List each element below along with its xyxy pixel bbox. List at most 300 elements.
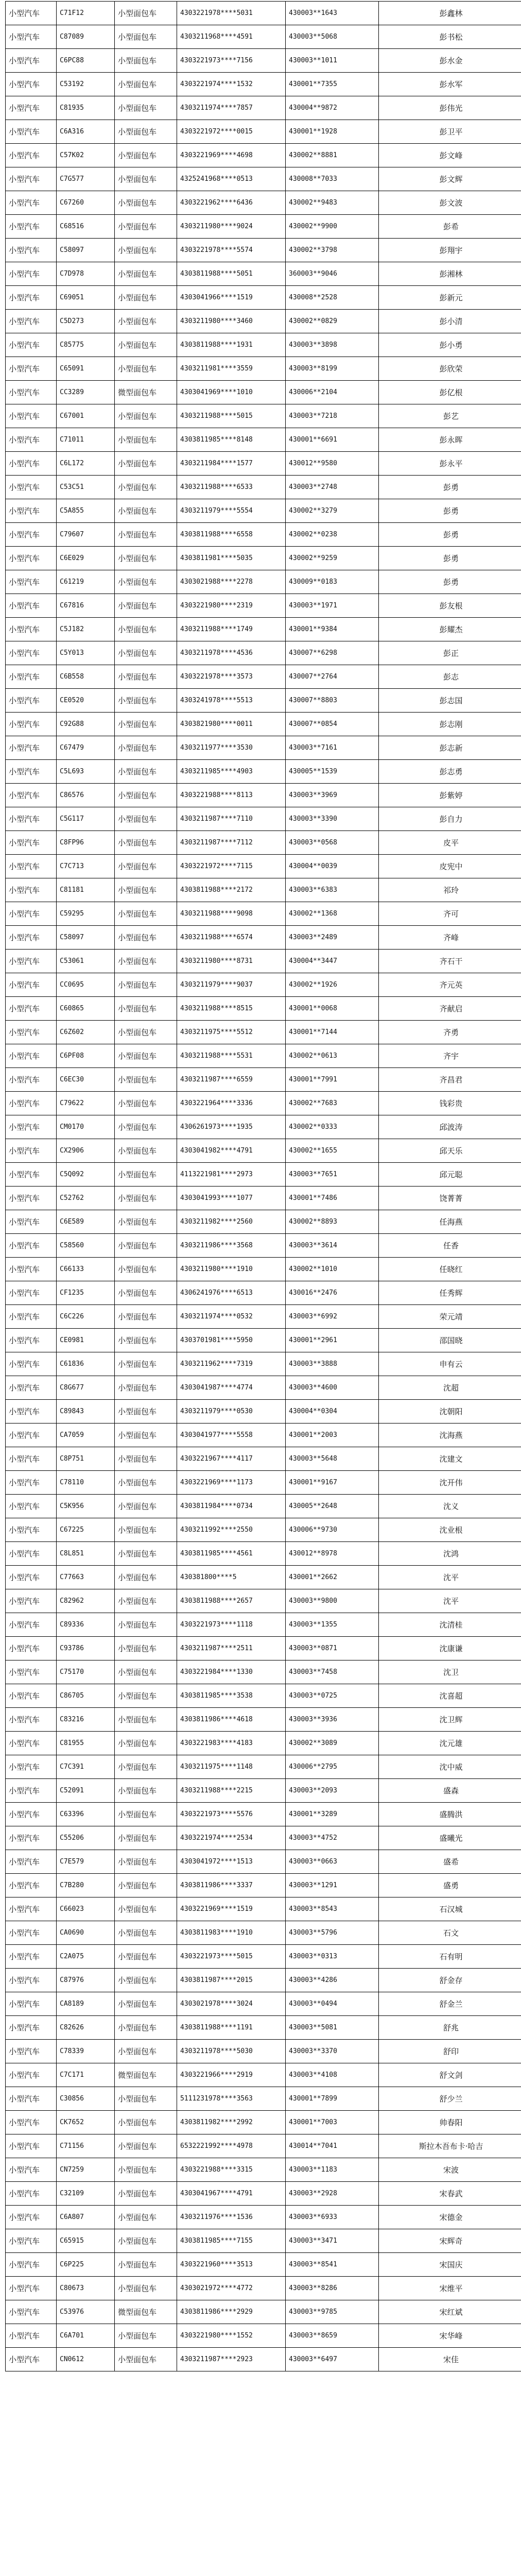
table-row bbox=[6, 831, 521, 855]
code-cell: 430001**7899 bbox=[286, 2087, 379, 2111]
owner-name-cell: 宋辉奇 bbox=[379, 2229, 521, 2253]
id-number-cell: 4303221980****1552 bbox=[177, 2324, 286, 2348]
table-row bbox=[6, 1115, 521, 1139]
owner-name-cell: 沈卫 bbox=[379, 1660, 521, 1684]
vehicle-class-cell: 小型汽车 bbox=[6, 855, 57, 878]
owner-name-cell: 石汉城 bbox=[379, 1897, 521, 1921]
id-number-cell: 4303811988****2172 bbox=[177, 878, 286, 902]
owner-name-cell: 彭小清 bbox=[379, 310, 521, 333]
id-number-cell: 4303811985****4561 bbox=[177, 1542, 286, 1566]
table-row bbox=[6, 594, 521, 618]
id-number-cell: 4303811982****2992 bbox=[177, 2111, 286, 2134]
vehicle-class-cell: 小型汽车 bbox=[6, 1992, 57, 2016]
plate-number-cell: C83216 bbox=[57, 1708, 115, 1732]
plate-number-cell: C53061 bbox=[57, 950, 115, 973]
id-number-cell: 4303811988****2657 bbox=[177, 1589, 286, 1613]
vehicle-type-cell: 小型面包车 bbox=[115, 1566, 177, 1589]
table-row bbox=[6, 1566, 521, 1589]
vehicle-class-cell: 小型汽车 bbox=[6, 1352, 57, 1376]
owner-name-cell: 彭文峰 bbox=[379, 144, 521, 167]
owner-name-cell: 任香 bbox=[379, 1234, 521, 1258]
code-cell: 430003**3969 bbox=[286, 784, 379, 807]
owner-name-cell: 沈元雄 bbox=[379, 1732, 521, 1755]
plate-number-cell: C6E589 bbox=[57, 1210, 115, 1234]
id-number-cell: 4303211988****2215 bbox=[177, 1779, 286, 1803]
vehicle-type-cell: 小型面包车 bbox=[115, 1021, 177, 1044]
vehicle-class-cell: 小型汽车 bbox=[6, 1755, 57, 1779]
vehicle-type-cell: 小型面包车 bbox=[115, 855, 177, 878]
plate-number-cell: CE0981 bbox=[57, 1329, 115, 1352]
code-cell: 430003**0568 bbox=[286, 831, 379, 855]
owner-name-cell: 彭正 bbox=[379, 641, 521, 665]
owner-name-cell: 彭文辉 bbox=[379, 167, 521, 191]
vehicle-type-cell: 小型面包车 bbox=[115, 878, 177, 902]
id-number-cell: 4303811984****0734 bbox=[177, 1495, 286, 1518]
plate-number-cell: CM0170 bbox=[57, 1115, 115, 1139]
vehicle-class-cell: 小型汽车 bbox=[6, 2087, 57, 2111]
owner-name-cell: 彭志 bbox=[379, 665, 521, 689]
vehicle-record-sheet bbox=[5, 1, 515, 2371]
vehicle-type-cell: 小型面包车 bbox=[115, 452, 177, 476]
plate-number-cell: C82962 bbox=[57, 1589, 115, 1613]
owner-name-cell: 齐勇 bbox=[379, 1021, 521, 1044]
vehicle-class-cell: 小型汽车 bbox=[6, 1376, 57, 1400]
owner-name-cell: 舒文剑 bbox=[379, 2063, 521, 2087]
table-row bbox=[6, 2206, 521, 2229]
table-row bbox=[6, 333, 521, 357]
vehicle-type-cell: 小型面包车 bbox=[115, 2348, 177, 2371]
vehicle-class-cell: 小型汽车 bbox=[6, 2182, 57, 2206]
owner-name-cell: 帅春阳 bbox=[379, 2111, 521, 2134]
vehicle-class-cell: 小型汽车 bbox=[6, 73, 57, 96]
id-number-cell: 4303021972****4772 bbox=[177, 2277, 286, 2300]
vehicle-type-cell: 微型面包车 bbox=[115, 2063, 177, 2087]
code-cell: 430001**7144 bbox=[286, 1021, 379, 1044]
table-row bbox=[6, 1210, 521, 1234]
vehicle-class-cell: 小型汽车 bbox=[6, 1400, 57, 1423]
owner-name-cell: 沈义 bbox=[379, 1495, 521, 1518]
vehicle-class-cell: 小型汽车 bbox=[6, 1566, 57, 1589]
plate-number-cell: C8G677 bbox=[57, 1376, 115, 1400]
code-cell: 430003**8543 bbox=[286, 1897, 379, 1921]
plate-number-cell: C65091 bbox=[57, 357, 115, 381]
vehicle-class-cell: 小型汽车 bbox=[6, 618, 57, 641]
vehicle-type-cell: 小型面包车 bbox=[115, 1992, 177, 2016]
id-number-cell: 4303221978****3573 bbox=[177, 665, 286, 689]
owner-name-cell: 彭勇 bbox=[379, 523, 521, 547]
table-row bbox=[6, 452, 521, 476]
table-row bbox=[6, 1755, 521, 1779]
vehicle-class-cell: 小型汽车 bbox=[6, 1281, 57, 1305]
id-number-cell: 4303811985****7155 bbox=[177, 2229, 286, 2253]
plate-number-cell: C65915 bbox=[57, 2229, 115, 2253]
owner-name-cell: 邱波涛 bbox=[379, 1115, 521, 1139]
code-cell: 430003**5081 bbox=[286, 2016, 379, 2040]
owner-name-cell: 盛曦光 bbox=[379, 1826, 521, 1850]
plate-number-cell: C61836 bbox=[57, 1352, 115, 1376]
vehicle-type-cell: 小型面包车 bbox=[115, 570, 177, 594]
plate-number-cell: C86576 bbox=[57, 784, 115, 807]
table-row bbox=[6, 2063, 521, 2087]
plate-number-cell: C7C171 bbox=[57, 2063, 115, 2087]
owner-name-cell: 任晓红 bbox=[379, 1258, 521, 1281]
code-cell: 430006**2795 bbox=[286, 1755, 379, 1779]
plate-number-cell: CC3289 bbox=[57, 381, 115, 404]
owner-name-cell: 齐石干 bbox=[379, 950, 521, 973]
id-number-cell: 4303041967****4791 bbox=[177, 2182, 286, 2206]
vehicle-class-cell: 小型汽车 bbox=[6, 96, 57, 120]
vehicle-type-cell: 小型面包车 bbox=[115, 926, 177, 950]
vehicle-class-cell: 小型汽车 bbox=[6, 1329, 57, 1352]
id-number-cell: 4303211987****2923 bbox=[177, 2348, 286, 2371]
code-cell: 430003**6497 bbox=[286, 2348, 379, 2371]
vehicle-class-cell: 小型汽车 bbox=[6, 689, 57, 713]
vehicle-class-cell: 小型汽车 bbox=[6, 547, 57, 570]
vehicle-type-cell: 小型面包车 bbox=[115, 1423, 177, 1447]
owner-name-cell: 彭志新 bbox=[379, 736, 521, 760]
table-row bbox=[6, 1258, 521, 1281]
plate-number-cell: C71156 bbox=[57, 2134, 115, 2158]
vehicle-type-cell: 小型面包车 bbox=[115, 1163, 177, 1187]
plate-number-cell: C6A807 bbox=[57, 2206, 115, 2229]
vehicle-type-cell: 小型面包车 bbox=[115, 1187, 177, 1210]
plate-number-cell: C5L693 bbox=[57, 760, 115, 784]
table-row bbox=[6, 191, 521, 215]
code-cell: 430003**1971 bbox=[286, 594, 379, 618]
vehicle-type-cell: 小型面包车 bbox=[115, 1613, 177, 1637]
code-cell: 430002**8881 bbox=[286, 144, 379, 167]
id-number-cell: 4303211992****2550 bbox=[177, 1518, 286, 1542]
id-number-cell: 4303221973****1118 bbox=[177, 1613, 286, 1637]
vehicle-type-cell: 小型面包车 bbox=[115, 665, 177, 689]
code-cell: 430012**8978 bbox=[286, 1542, 379, 1566]
table-row bbox=[6, 1423, 521, 1447]
plate-number-cell: CC0695 bbox=[57, 973, 115, 997]
vehicle-type-cell: 小型面包车 bbox=[115, 357, 177, 381]
table-row bbox=[6, 855, 521, 878]
table-row bbox=[6, 736, 521, 760]
table-row bbox=[6, 2, 521, 25]
id-number-cell: 4303221974****1532 bbox=[177, 73, 286, 96]
id-number-cell: 4303241978****5513 bbox=[177, 689, 286, 713]
table-row bbox=[6, 1471, 521, 1495]
table-row bbox=[6, 357, 521, 381]
id-number-cell: 4303811988****5051 bbox=[177, 262, 286, 286]
table-row bbox=[6, 1969, 521, 1992]
vehicle-table bbox=[5, 1, 521, 2371]
table-row bbox=[6, 167, 521, 191]
table-row bbox=[6, 902, 521, 926]
id-number-cell: 4303211988****6574 bbox=[177, 926, 286, 950]
owner-name-cell: 沈鸿 bbox=[379, 1542, 521, 1566]
vehicle-type-cell: 小型面包车 bbox=[115, 262, 177, 286]
code-cell: 430003**0313 bbox=[286, 1945, 379, 1969]
code-cell: 430002**3279 bbox=[286, 499, 379, 523]
plate-number-cell: C81935 bbox=[57, 96, 115, 120]
vehicle-type-cell: 小型面包车 bbox=[115, 1779, 177, 1803]
plate-number-cell: C67001 bbox=[57, 404, 115, 428]
id-number-cell: 4303211987****7110 bbox=[177, 807, 286, 831]
table-row bbox=[6, 1803, 521, 1826]
vehicle-type-cell: 小型面包车 bbox=[115, 2277, 177, 2300]
code-cell: 430002**9483 bbox=[286, 191, 379, 215]
vehicle-type-cell: 小型面包车 bbox=[115, 1708, 177, 1732]
vehicle-type-cell: 小型面包车 bbox=[115, 1068, 177, 1092]
plate-number-cell: C57K02 bbox=[57, 144, 115, 167]
plate-number-cell: C7G577 bbox=[57, 167, 115, 191]
table-row bbox=[6, 73, 521, 96]
vehicle-type-cell: 小型面包车 bbox=[115, 286, 177, 310]
code-cell: 430007**8803 bbox=[286, 689, 379, 713]
table-row bbox=[6, 1139, 521, 1163]
vehicle-class-cell: 小型汽车 bbox=[6, 1613, 57, 1637]
id-number-cell: 4303221962****6436 bbox=[177, 191, 286, 215]
owner-name-cell: 彭小勇 bbox=[379, 333, 521, 357]
id-number-cell: 4303811985****3538 bbox=[177, 1684, 286, 1708]
id-number-cell: 4303211982****2560 bbox=[177, 1210, 286, 1234]
id-number-cell: 4303221988****3315 bbox=[177, 2158, 286, 2182]
id-number-cell: 4303211980****9024 bbox=[177, 215, 286, 239]
table-row bbox=[6, 1163, 521, 1187]
vehicle-class-cell: 小型汽车 bbox=[6, 736, 57, 760]
table-row bbox=[6, 2134, 521, 2158]
table-row bbox=[6, 547, 521, 570]
vehicle-type-cell: 小型面包车 bbox=[115, 1258, 177, 1281]
plate-number-cell: C67479 bbox=[57, 736, 115, 760]
vehicle-type-cell: 小型面包车 bbox=[115, 1921, 177, 1945]
vehicle-class-cell: 小型汽车 bbox=[6, 1732, 57, 1755]
vehicle-type-cell: 小型面包车 bbox=[115, 1874, 177, 1897]
owner-name-cell: 彭志国 bbox=[379, 689, 521, 713]
table-row bbox=[6, 2016, 521, 2040]
vehicle-class-cell: 小型汽车 bbox=[6, 831, 57, 855]
vehicle-class-cell: 小型汽车 bbox=[6, 1187, 57, 1210]
plate-number-cell: C5G117 bbox=[57, 807, 115, 831]
table-row bbox=[6, 1092, 521, 1115]
code-cell: 430006**2104 bbox=[286, 381, 379, 404]
table-row bbox=[6, 997, 521, 1021]
id-number-cell: 4303221988****8113 bbox=[177, 784, 286, 807]
owner-name-cell: 齐峰 bbox=[379, 926, 521, 950]
code-cell: 430003**0494 bbox=[286, 1992, 379, 2016]
owner-name-cell: 彭志刚 bbox=[379, 713, 521, 736]
plate-number-cell: C6P225 bbox=[57, 2253, 115, 2277]
vehicle-class-cell: 小型汽车 bbox=[6, 381, 57, 404]
vehicle-type-cell: 小型面包车 bbox=[115, 73, 177, 96]
vehicle-class-cell: 小型汽车 bbox=[6, 2277, 57, 2300]
id-number-cell: 4303211988****6533 bbox=[177, 476, 286, 499]
plate-number-cell: C5J182 bbox=[57, 618, 115, 641]
id-number-cell: 4303221966****2919 bbox=[177, 2063, 286, 2087]
code-cell: 430009**0183 bbox=[286, 570, 379, 594]
table-row bbox=[6, 1684, 521, 1708]
id-number-cell: 4303811986****2929 bbox=[177, 2300, 286, 2324]
table-row bbox=[6, 2229, 521, 2253]
id-number-cell: 4303211980****1910 bbox=[177, 1258, 286, 1281]
owner-name-cell: 齐可 bbox=[379, 902, 521, 926]
code-cell: 430003**8286 bbox=[286, 2277, 379, 2300]
plate-number-cell: C6PC88 bbox=[57, 49, 115, 73]
vehicle-type-cell: 小型面包车 bbox=[115, 1660, 177, 1684]
vehicle-class-cell: 小型汽车 bbox=[6, 1471, 57, 1495]
vehicle-type-cell: 小型面包车 bbox=[115, 191, 177, 215]
plate-number-cell: C7D978 bbox=[57, 262, 115, 286]
plate-number-cell: C81181 bbox=[57, 878, 115, 902]
code-cell: 430001**2961 bbox=[286, 1329, 379, 1352]
plate-number-cell: C60865 bbox=[57, 997, 115, 1021]
vehicle-type-cell: 小型面包车 bbox=[115, 1589, 177, 1613]
vehicle-type-cell: 小型面包车 bbox=[115, 713, 177, 736]
table-row bbox=[6, 215, 521, 239]
owner-name-cell: 舒兆 bbox=[379, 2016, 521, 2040]
vehicle-class-cell: 小型汽车 bbox=[6, 570, 57, 594]
table-row bbox=[6, 2087, 521, 2111]
code-cell: 430002**3089 bbox=[286, 1732, 379, 1755]
table-row bbox=[6, 1447, 521, 1471]
code-cell: 430005**1539 bbox=[286, 760, 379, 784]
plate-number-cell: C7C391 bbox=[57, 1755, 115, 1779]
vehicle-type-cell: 小型面包车 bbox=[115, 2253, 177, 2277]
plate-number-cell: C52762 bbox=[57, 1187, 115, 1210]
id-number-cell: 4303211986****3568 bbox=[177, 1234, 286, 1258]
code-cell: 430001**2003 bbox=[286, 1423, 379, 1447]
vehicle-class-cell: 小型汽车 bbox=[6, 1495, 57, 1518]
code-cell: 430001**9384 bbox=[286, 618, 379, 641]
owner-name-cell: 彭志勇 bbox=[379, 760, 521, 784]
code-cell: 430001**7355 bbox=[286, 73, 379, 96]
vehicle-class-cell: 小型汽车 bbox=[6, 404, 57, 428]
vehicle-type-cell: 小型面包车 bbox=[115, 49, 177, 73]
code-cell: 430003**9785 bbox=[286, 2300, 379, 2324]
vehicle-class-cell: 小型汽车 bbox=[6, 1969, 57, 1992]
plate-number-cell: C66133 bbox=[57, 1258, 115, 1281]
id-number-cell: 4303041982****4791 bbox=[177, 1139, 286, 1163]
plate-number-cell: C61219 bbox=[57, 570, 115, 594]
code-cell: 430003**0663 bbox=[286, 1850, 379, 1874]
owner-name-cell: 皮平 bbox=[379, 831, 521, 855]
plate-number-cell: C30856 bbox=[57, 2087, 115, 2111]
plate-number-cell: C5A855 bbox=[57, 499, 115, 523]
owner-name-cell: 彭翔宇 bbox=[379, 239, 521, 262]
owner-name-cell: 沈海燕 bbox=[379, 1423, 521, 1447]
code-cell: 430001**1928 bbox=[286, 120, 379, 144]
owner-name-cell: 沈平 bbox=[379, 1566, 521, 1589]
table-row bbox=[6, 523, 521, 547]
code-cell: 430001**0068 bbox=[286, 997, 379, 1021]
owner-name-cell: 彭水军 bbox=[379, 73, 521, 96]
id-number-cell: 4303211987****2511 bbox=[177, 1637, 286, 1660]
owner-name-cell: 盛勇 bbox=[379, 1874, 521, 1897]
owner-name-cell: 宋维平 bbox=[379, 2277, 521, 2300]
owner-name-cell: 宋波 bbox=[379, 2158, 521, 2182]
id-number-cell: 4303021978****3024 bbox=[177, 1992, 286, 2016]
owner-name-cell: 宋春武 bbox=[379, 2182, 521, 2206]
vehicle-class-cell: 小型汽车 bbox=[6, 1163, 57, 1187]
vehicle-type-cell: 小型面包车 bbox=[115, 239, 177, 262]
table-row bbox=[6, 784, 521, 807]
id-number-cell: 4303211978****5030 bbox=[177, 2040, 286, 2063]
code-cell: 430003**3614 bbox=[286, 1234, 379, 1258]
table-row bbox=[6, 1921, 521, 1945]
vehicle-class-cell: 小型汽车 bbox=[6, 262, 57, 286]
id-number-cell: 4303221978****5031 bbox=[177, 2, 286, 25]
table-row bbox=[6, 310, 521, 333]
code-cell: 430003**7218 bbox=[286, 404, 379, 428]
plate-number-cell: C80673 bbox=[57, 2277, 115, 2300]
id-number-cell: 4303211987****7112 bbox=[177, 831, 286, 855]
id-number-cell: 4303041969****1010 bbox=[177, 381, 286, 404]
table-row bbox=[6, 239, 521, 262]
id-number-cell: 4303221969****4698 bbox=[177, 144, 286, 167]
vehicle-class-cell: 小型汽车 bbox=[6, 333, 57, 357]
vehicle-type-cell: 小型面包车 bbox=[115, 2040, 177, 2063]
code-cell: 430003**2928 bbox=[286, 2182, 379, 2206]
code-cell: 430002**0333 bbox=[286, 1115, 379, 1139]
id-number-cell: 4303211968****4591 bbox=[177, 25, 286, 49]
plate-number-cell: C5Q092 bbox=[57, 1163, 115, 1187]
vehicle-class-cell: 小型汽车 bbox=[6, 973, 57, 997]
vehicle-class-cell: 小型汽车 bbox=[6, 191, 57, 215]
table-row bbox=[6, 973, 521, 997]
vehicle-type-cell: 小型面包车 bbox=[115, 167, 177, 191]
plate-number-cell: C53192 bbox=[57, 73, 115, 96]
plate-number-cell: C86705 bbox=[57, 1684, 115, 1708]
plate-number-cell: C78110 bbox=[57, 1471, 115, 1495]
vehicle-class-cell: 小型汽车 bbox=[6, 2348, 57, 2371]
vehicle-class-cell: 小型汽车 bbox=[6, 1542, 57, 1566]
vehicle-class-cell: 小型汽车 bbox=[6, 2229, 57, 2253]
id-number-cell: 4303221980****2319 bbox=[177, 594, 286, 618]
owner-name-cell: 彭书松 bbox=[379, 25, 521, 49]
vehicle-type-cell: 小型面包车 bbox=[115, 1281, 177, 1305]
vehicle-type-cell: 小型面包车 bbox=[115, 1826, 177, 1850]
vehicle-class-cell: 小型汽车 bbox=[6, 357, 57, 381]
vehicle-class-cell: 小型汽车 bbox=[6, 926, 57, 950]
vehicle-type-cell: 小型面包车 bbox=[115, 1755, 177, 1779]
owner-name-cell: 盛希 bbox=[379, 1850, 521, 1874]
plate-number-cell: C69051 bbox=[57, 286, 115, 310]
vehicle-type-cell: 小型面包车 bbox=[115, 96, 177, 120]
owner-name-cell: 邱元聪 bbox=[379, 1163, 521, 1187]
owner-name-cell: 彭文波 bbox=[379, 191, 521, 215]
vehicle-type-cell: 小型面包车 bbox=[115, 736, 177, 760]
table-row bbox=[6, 25, 521, 49]
table-row bbox=[6, 1305, 521, 1329]
code-cell: 430003**5068 bbox=[286, 25, 379, 49]
owner-name-cell: 彭永平 bbox=[379, 452, 521, 476]
code-cell: 430008**7033 bbox=[286, 167, 379, 191]
table-row bbox=[6, 1542, 521, 1566]
owner-name-cell: 沈平 bbox=[379, 1589, 521, 1613]
owner-name-cell: 钱彩贵 bbox=[379, 1092, 521, 1115]
plate-number-cell: C5Y013 bbox=[57, 641, 115, 665]
plate-number-cell: C58097 bbox=[57, 926, 115, 950]
plate-number-cell: C6A316 bbox=[57, 120, 115, 144]
table-row bbox=[6, 1400, 521, 1423]
id-number-cell: 4303811988****1191 bbox=[177, 2016, 286, 2040]
vehicle-class-cell: 小型汽车 bbox=[6, 2111, 57, 2134]
table-row bbox=[6, 404, 521, 428]
id-number-cell: 4303211988****5531 bbox=[177, 1044, 286, 1068]
vehicle-type-cell: 小型面包车 bbox=[115, 2, 177, 25]
vehicle-class-cell: 小型汽车 bbox=[6, 594, 57, 618]
vehicle-type-cell: 小型面包车 bbox=[115, 333, 177, 357]
vehicle-class-cell: 小型汽车 bbox=[6, 120, 57, 144]
vehicle-type-cell: 小型面包车 bbox=[115, 594, 177, 618]
id-number-cell: 4303211974****0532 bbox=[177, 1305, 286, 1329]
plate-number-cell: C58097 bbox=[57, 239, 115, 262]
vehicle-type-cell: 小型面包车 bbox=[115, 1637, 177, 1660]
